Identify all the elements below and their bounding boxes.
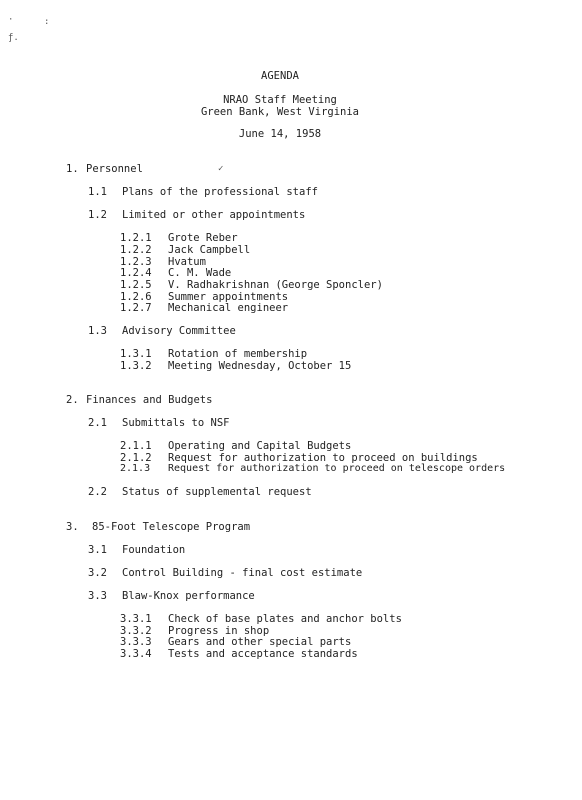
item-text: Check of base plates and anchor bolts [168, 613, 402, 625]
subsection-heading [88, 209, 305, 221]
section-title: 85-Foot Telescope Program [92, 521, 251, 533]
item-number: 1.2.5 [120, 279, 152, 291]
item-text: Grote Reber [168, 232, 238, 244]
agenda-title: AGENDA [261, 70, 299, 82]
subsection-title: Control Building - final cost estimate [122, 567, 363, 579]
subsection-title: Advisory Committee [122, 325, 236, 337]
subsection-number: 1.3 [88, 325, 107, 337]
item-number: 3.3.1 [120, 613, 152, 625]
agenda-item [120, 279, 383, 291]
subsection-number: 3.2 [88, 567, 107, 579]
item-text: Operating and Capital Budgets [168, 440, 352, 452]
subsection-heading [88, 486, 312, 498]
subsection-heading [88, 590, 255, 602]
subsection-number: 1.1 [88, 186, 107, 198]
item-number: 1.2.1 [120, 232, 152, 244]
subsection-heading [88, 544, 185, 556]
item-text: Tests and acceptance standards [168, 648, 358, 660]
subsection-title: Plans of the professional staff [122, 186, 318, 198]
item-text: Meeting Wednesday, October 15 [168, 360, 352, 372]
section-heading [66, 521, 250, 533]
subsection-title: Status of supplemental request [122, 486, 312, 498]
scan-speck: ƒ. [8, 33, 19, 43]
subsection-number: 3.1 [88, 544, 107, 556]
agenda-item [120, 360, 351, 372]
item-text: Request for authorization to proceed on buildings [168, 452, 478, 464]
item-number: 2.1.2 [120, 452, 152, 464]
item-text: Jack Campbell [168, 244, 251, 256]
item-text: Request for authorization to proceed on telescope orders [168, 463, 506, 474]
subsection-heading [88, 186, 318, 198]
agenda-item [120, 440, 351, 452]
agenda-item [120, 463, 505, 475]
item-number: 2.1.1 [120, 440, 152, 452]
item-number: 1.3.2 [120, 360, 152, 372]
section-number: 1. [66, 163, 79, 175]
section-title: Personnel [86, 163, 143, 175]
agenda-item [120, 267, 231, 279]
item-text: C. M. Wade [168, 267, 232, 279]
item-number: 2.1.3 [120, 463, 151, 474]
item-text: Rotation of membership [168, 348, 308, 360]
agenda-item [120, 613, 402, 625]
section-heading [66, 394, 212, 406]
subsection-title: Submittals to NSF [122, 417, 230, 429]
section-heading [66, 163, 143, 175]
scan-speck: : [44, 17, 50, 27]
agenda-item [120, 232, 238, 244]
subsection-title: Foundation [122, 544, 186, 556]
agenda-item [120, 648, 358, 660]
item-text: Hvatum [168, 256, 206, 268]
item-text: Progress in shop [168, 625, 270, 637]
item-number: 1.3.1 [120, 348, 152, 360]
agenda-item [120, 244, 250, 256]
agenda-item [120, 302, 288, 314]
scan-speck: ✓ [218, 164, 224, 174]
agenda-item [120, 348, 307, 360]
section-number: 2. [66, 394, 79, 406]
subsection-number: 1.2 [88, 209, 107, 221]
subsection-heading [88, 417, 229, 429]
item-number: 1.2.2 [120, 244, 152, 256]
item-number: 1.2.3 [120, 256, 152, 268]
meeting-location: Green Bank, West Virginia [200, 106, 360, 118]
subsection-title: Limited or other appointments [122, 209, 306, 221]
agenda-item [120, 636, 351, 648]
item-number: 1.2.4 [120, 267, 152, 279]
item-text: Gears and other special parts [168, 636, 352, 648]
subsection-heading [88, 325, 236, 337]
item-text: Summer appointments [168, 291, 289, 303]
item-number: 3.3.2 [120, 625, 152, 637]
subsection-heading [88, 567, 362, 579]
item-text: Mechanical engineer [168, 302, 289, 314]
item-text: V. Radhakrishnan (George Sponcler) [168, 279, 383, 291]
subsection-number: 3.3 [88, 590, 107, 602]
subsection-title: Blaw-Knox performance [122, 590, 255, 602]
section-number: 3. [66, 521, 79, 533]
item-number: 1.2.7 [120, 302, 152, 314]
subsection-number: 2.1 [88, 417, 107, 429]
subsection-number: 2.2 [88, 486, 107, 498]
meeting-name: NRAO Staff Meeting [223, 94, 337, 106]
item-number: 1.2.6 [120, 291, 152, 303]
scan-speck: · [8, 15, 14, 25]
item-number: 3.3.3 [120, 636, 152, 648]
section-title: Finances and Budgets [86, 394, 213, 406]
item-number: 3.3.4 [120, 648, 152, 660]
meeting-date: June 14, 1958 [238, 128, 322, 140]
